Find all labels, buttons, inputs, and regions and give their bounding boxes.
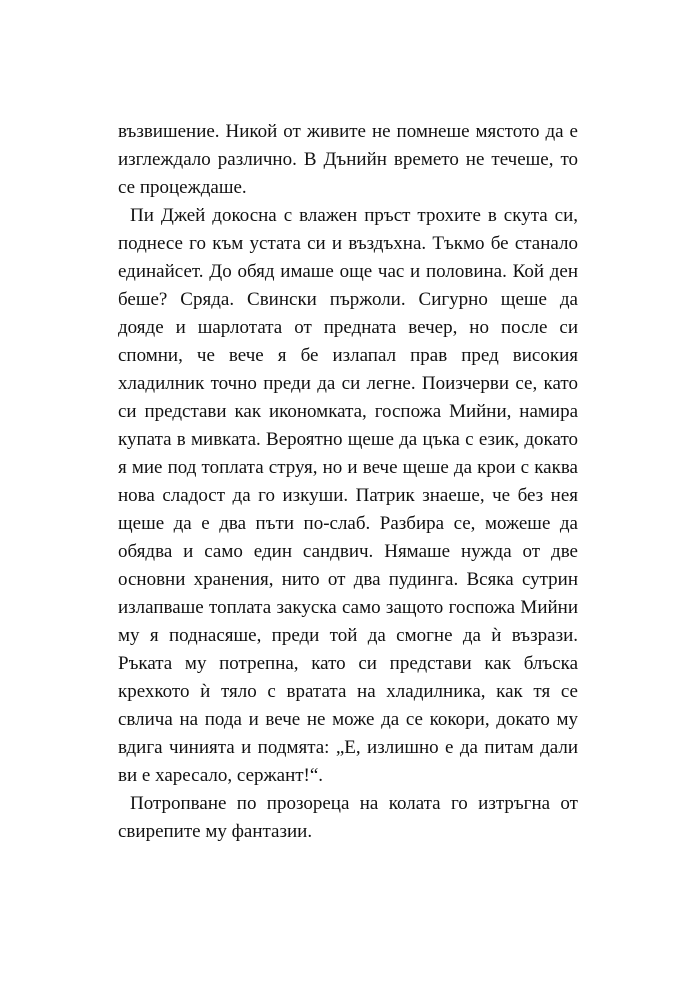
paragraph-2: Пи Джей докосна с влажен пръст трохите в скута си, поднесе го към устата си и въздъхна. Тъкмо бе станало единайсет. До обяд имаше още час и половина. Кой ден беше? Сряда. Свински пържоли. Сигурно щеше да дояде и шарлотата от предната вечер, но после си спомни, че вече я бе излапал прав пред високия хладилник точно преди да си легне. Поизчерви се, като си представи как икономката, госпожа Мийни, намира купата в мивката. Вероятно щеше да цъка с език, докато я мие под топлата струя, но и вече щеше да крои с каква нова сладост да го изкуши. Патрик знаеше, че без нея щеше да е два пъти по-слаб. Разбира се, можеше да обядва и само един сандвич. Нямаше нужда от две основни хранения, нито от два пудинга. Всяка сутрин излапваше топлата закуска само защото госпожа Мийни му я поднасяше, преди той да смогне да ѝ възрази. Ръката му потрепна, като си представи как блъска крехкото ѝ тяло с вратата на хладилника, как тя се свлича на пода и вече не може да се кокори, докато му вдига чинията и подмята: „Е, излишно е да питам дали ви е харесало, сержант!“. (118, 205, 578, 786)
paragraph-1: възвишение. Никой от живите не помнеше мястото да е изглеждало различно. В Дънийн времето не течеше, то се процеждаше. (118, 121, 578, 198)
body-text (118, 118, 578, 846)
paragraph-3: Потропване по прозореца на колата го изтръгна от свирепите му фантазии. (118, 793, 578, 842)
